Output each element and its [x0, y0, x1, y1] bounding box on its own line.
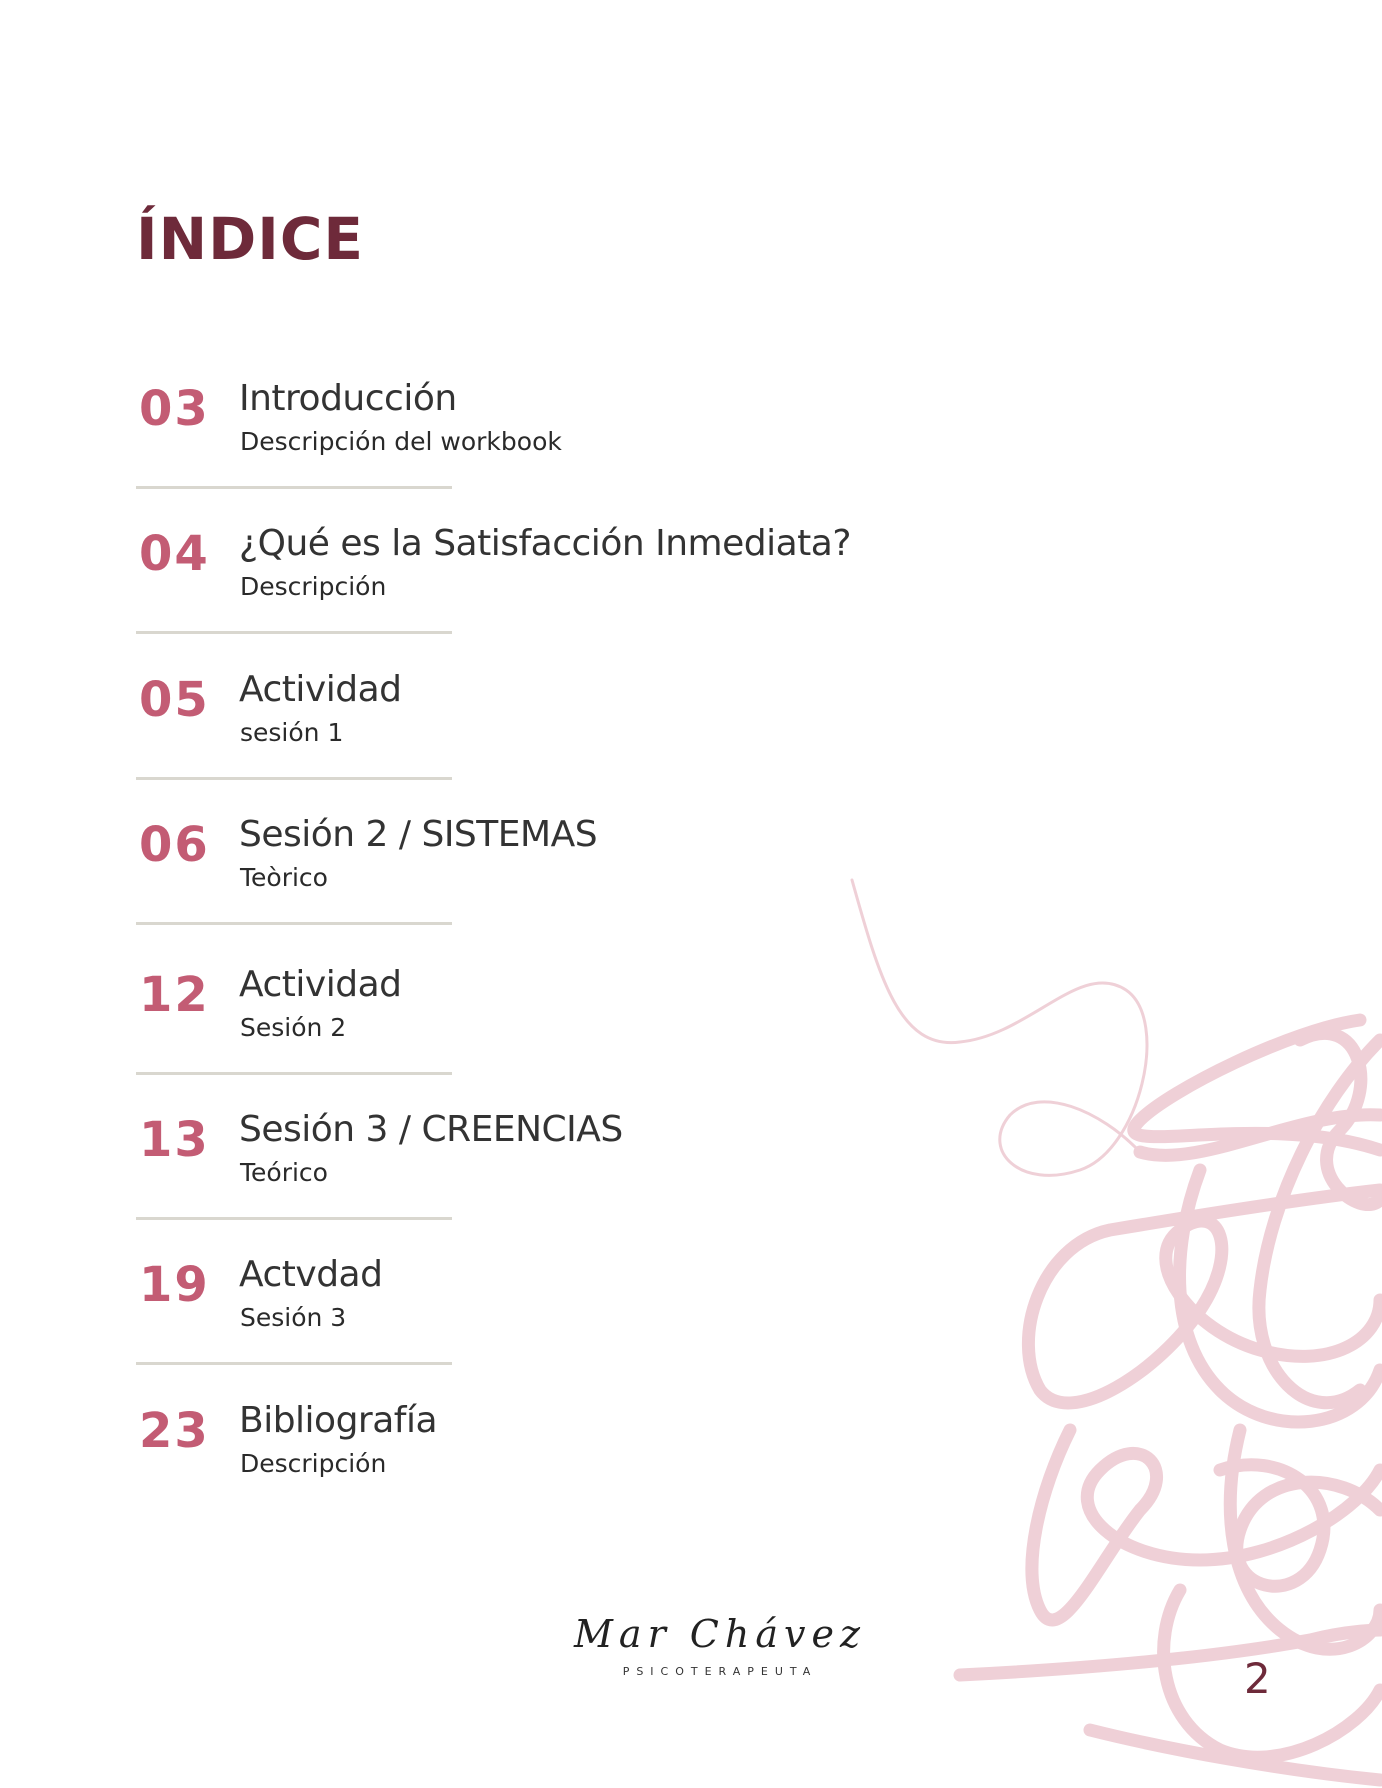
toc-entry-title: Sesión 3 / CREENCIAS — [239, 1109, 623, 1150]
toc-entry[interactable] — [136, 500, 916, 646]
toc-page-number: 04 — [139, 526, 210, 582]
toc-entry[interactable] — [136, 1086, 916, 1232]
toc-entry-title: Actividad — [239, 964, 402, 1005]
toc-entry-title: Actividad — [239, 669, 402, 710]
page-title: ÍNDICE — [136, 205, 365, 273]
toc-page-number: 19 — [139, 1257, 210, 1313]
toc-page-number: 06 — [139, 817, 210, 873]
toc-entry[interactable] — [136, 1231, 916, 1377]
toc-page-number: 12 — [139, 967, 210, 1023]
toc-entry-title: Sesión 2 / SISTEMAS — [239, 814, 598, 855]
toc-entry-title: Actvdad — [239, 1254, 383, 1295]
toc-entry-subtitle: sesión 1 — [240, 718, 344, 747]
toc-entry[interactable] — [136, 1377, 916, 1523]
toc-entry-title: Bibliografía — [239, 1400, 438, 1441]
brand-logo — [560, 1612, 880, 1695]
toc-page-number: 05 — [139, 672, 210, 728]
toc-entry-subtitle: Teòrico — [240, 863, 328, 892]
page-number: 2 — [1244, 1654, 1271, 1703]
toc-page-number: 13 — [139, 1112, 210, 1168]
divider — [136, 486, 452, 489]
toc-entry-subtitle: Descripción del workbook — [240, 427, 562, 456]
toc-entry-subtitle: Descripción — [240, 572, 387, 601]
divider — [136, 1362, 452, 1365]
divider — [136, 631, 452, 634]
logo-tagline: PSICOTERAPEUTA — [622, 1665, 818, 1678]
toc-entry[interactable] — [136, 791, 916, 937]
toc-entry-title: Introducción — [239, 378, 457, 419]
toc-entry-subtitle: Sesión 2 — [240, 1013, 347, 1042]
logo-signature: Mar Chávez — [574, 1612, 866, 1656]
divider — [136, 1217, 452, 1220]
toc-entry[interactable] — [136, 355, 916, 501]
toc-entry-subtitle: Descripción — [240, 1449, 387, 1478]
divider — [136, 777, 452, 780]
toc-page-number: 03 — [139, 381, 210, 437]
toc-entry-subtitle: Sesión 3 — [240, 1303, 347, 1332]
toc-entry-subtitle: Teórico — [240, 1158, 328, 1187]
toc-entry-title: ¿Qué es la Satisfacción Inmediata? — [239, 523, 851, 564]
scribble-decoration — [840, 870, 1382, 1788]
toc-entry[interactable] — [136, 941, 916, 1087]
toc-entry[interactable] — [136, 646, 916, 792]
divider — [136, 1072, 452, 1075]
toc-page-number: 23 — [139, 1403, 210, 1459]
divider — [136, 922, 452, 925]
